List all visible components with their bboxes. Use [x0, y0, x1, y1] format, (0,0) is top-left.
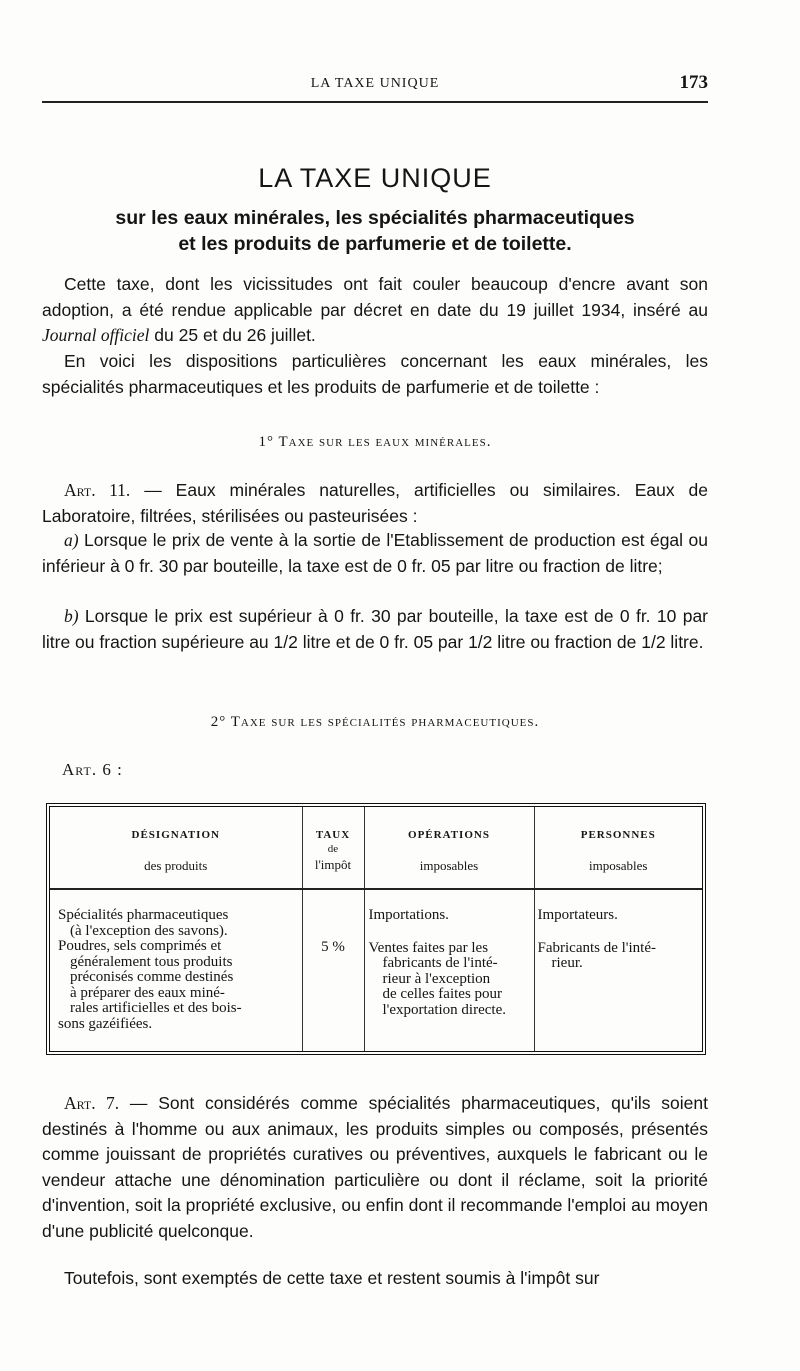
header-rule	[42, 101, 708, 103]
article-11-label: Art. 11.	[64, 480, 131, 500]
journal-officiel-italic: Journal officiel	[42, 325, 150, 345]
article-7-text: — Sont considérés comme spécialités pharmaceutiques, qu'ils soient destinés à l'homme ou aux animaux, les produits simples ou composés, présentés comme jouissant de propriétés curatives ou préventives, auxquels le fabricant ou le vendeur attache une dénomination particulière ou dont il réclame, soit la priorité d'invention, soit la propriété exclusive, ou enfin dont il recommande l'emploi au moyen d'une publicité quelconque.	[42, 1093, 708, 1241]
clause-a-label: a)	[64, 530, 79, 550]
section-heading-mineral-waters: 1° Taxe sur les eaux minérales.	[258, 434, 492, 450]
article-title: LA TAXE UNIQUE	[258, 163, 492, 193]
tax-table	[46, 803, 706, 1055]
cell-rate: 5 %	[302, 889, 364, 1051]
header-personnes	[534, 807, 702, 889]
operations-line: de celles faites pour	[382, 986, 503, 1002]
tax-table-grid	[50, 807, 702, 1051]
header-personnes-bottom: imposables	[589, 858, 648, 873]
operations-line: rieur à l'exception	[382, 970, 491, 987]
designation-line: rales artificielles et des bois-	[70, 1000, 242, 1016]
operations-line: fabricants de l'inté-	[382, 955, 498, 971]
page-number: 173	[679, 72, 708, 93]
intro-text-start: Cette taxe, dont les vicissitudes ont fait couler beaucoup d'encre avant son adoption, a été rendue applicable par décret en date du 19 juillet 1934, inséré au	[42, 274, 708, 320]
running-title: LA TAXE UNIQUE	[310, 76, 440, 91]
intro-paragraph	[42, 272, 708, 349]
running-head	[42, 70, 708, 100]
article-7-label: Art. 7.	[64, 1093, 120, 1113]
operations-importations: Importations.	[368, 907, 449, 923]
intro-text-end: du 25 et du 26 juillet.	[149, 325, 316, 345]
final-paragraph: Toutefois, sont exemptés de cette taxe et restent soumis à l'impôt sur	[64, 1268, 600, 1288]
header-designation	[50, 807, 302, 889]
designation-line: Poudres, sels comprimés et	[58, 938, 222, 954]
article-11-clause-b	[42, 604, 708, 655]
designation-line: généralement tous produits	[70, 953, 233, 970]
clause-a-text: Lorsque le prix de vente à la sortie de l'Etablissement de production est égal ou inférieur à 0 fr. 30 par bouteille, la taxe est de 0 fr. 05 par litre ou fraction de litre;	[42, 530, 708, 576]
header-operations-top: OPÉRATIONS	[408, 829, 490, 841]
table-row	[50, 889, 702, 1051]
clause-b-text: Lorsque le prix est supérieur à 0 fr. 30 par bouteille, la taxe est de 0 fr. 10 par litre ou fraction supérieure au 1/2 litre et de 0 fr. 05 par 1/2 litre ou fraction de 1/2 litre.	[42, 606, 708, 652]
header-personnes-top: PERSONNES	[580, 829, 656, 841]
clause-b-label: b)	[64, 606, 79, 626]
persons-importateurs: Importateurs.	[537, 907, 618, 923]
operations-line: Ventes faites par les	[368, 939, 489, 956]
header-taux-mid: de	[327, 843, 339, 855]
dispositions-paragraph: En voici les dispositions particulières concernant les eaux minérales, les spécialités pharmaceutiques et les produits de parfumerie et de toilette :	[42, 351, 708, 397]
designation-line: à préparer des eaux miné-	[70, 984, 225, 1001]
persons-line: Fabricants de l'inté-	[537, 939, 656, 956]
section-heading-pharma: 2° Taxe sur les spécialités pharmaceutiques.	[210, 714, 540, 730]
page	[42, 0, 708, 1371]
operations-line: l'exportation directe.	[382, 1001, 506, 1018]
operations-gap	[369, 924, 530, 941]
designation-line: (à l'exception des savons).	[70, 922, 228, 939]
article-subtitle-line-1: sur les eaux minérales, les spécialités pharmaceutiques	[115, 207, 635, 229]
persons-line: rieur.	[551, 955, 583, 971]
cell-designation	[50, 889, 302, 1051]
designation-line: Spécialités pharmaceutiques	[58, 907, 229, 923]
header-designation-top: DÉSIGNATION	[131, 829, 220, 841]
header-operations-bottom: imposables	[419, 858, 479, 873]
persons-gap	[538, 924, 699, 941]
header-taux	[302, 807, 364, 889]
header-operations	[364, 807, 534, 889]
article-6-label: Art. 6 :	[62, 760, 123, 779]
header-designation-bottom: des produits	[144, 858, 208, 873]
cell-operations	[364, 889, 534, 1051]
article-11-text: — Eaux minérales naturelles, artificielles ou similaires. Eaux de Laboratoire, filtrées, stérilisées ou pasteurisées :	[42, 480, 709, 526]
article-7-paragraph	[42, 1091, 708, 1244]
designation-line: préconisés comme destinés	[70, 969, 234, 985]
article-subtitle-line-2: et les produits de parfumerie et de toilette.	[178, 233, 572, 255]
header-taux-bottom: l'impôt	[314, 857, 352, 872]
designation-line: sons gazéifiées.	[58, 1015, 153, 1032]
header-taux-top: TAUX	[315, 829, 351, 841]
article-11-clause-a	[42, 528, 708, 579]
article-11-paragraph	[42, 478, 708, 529]
cell-persons	[534, 889, 702, 1051]
